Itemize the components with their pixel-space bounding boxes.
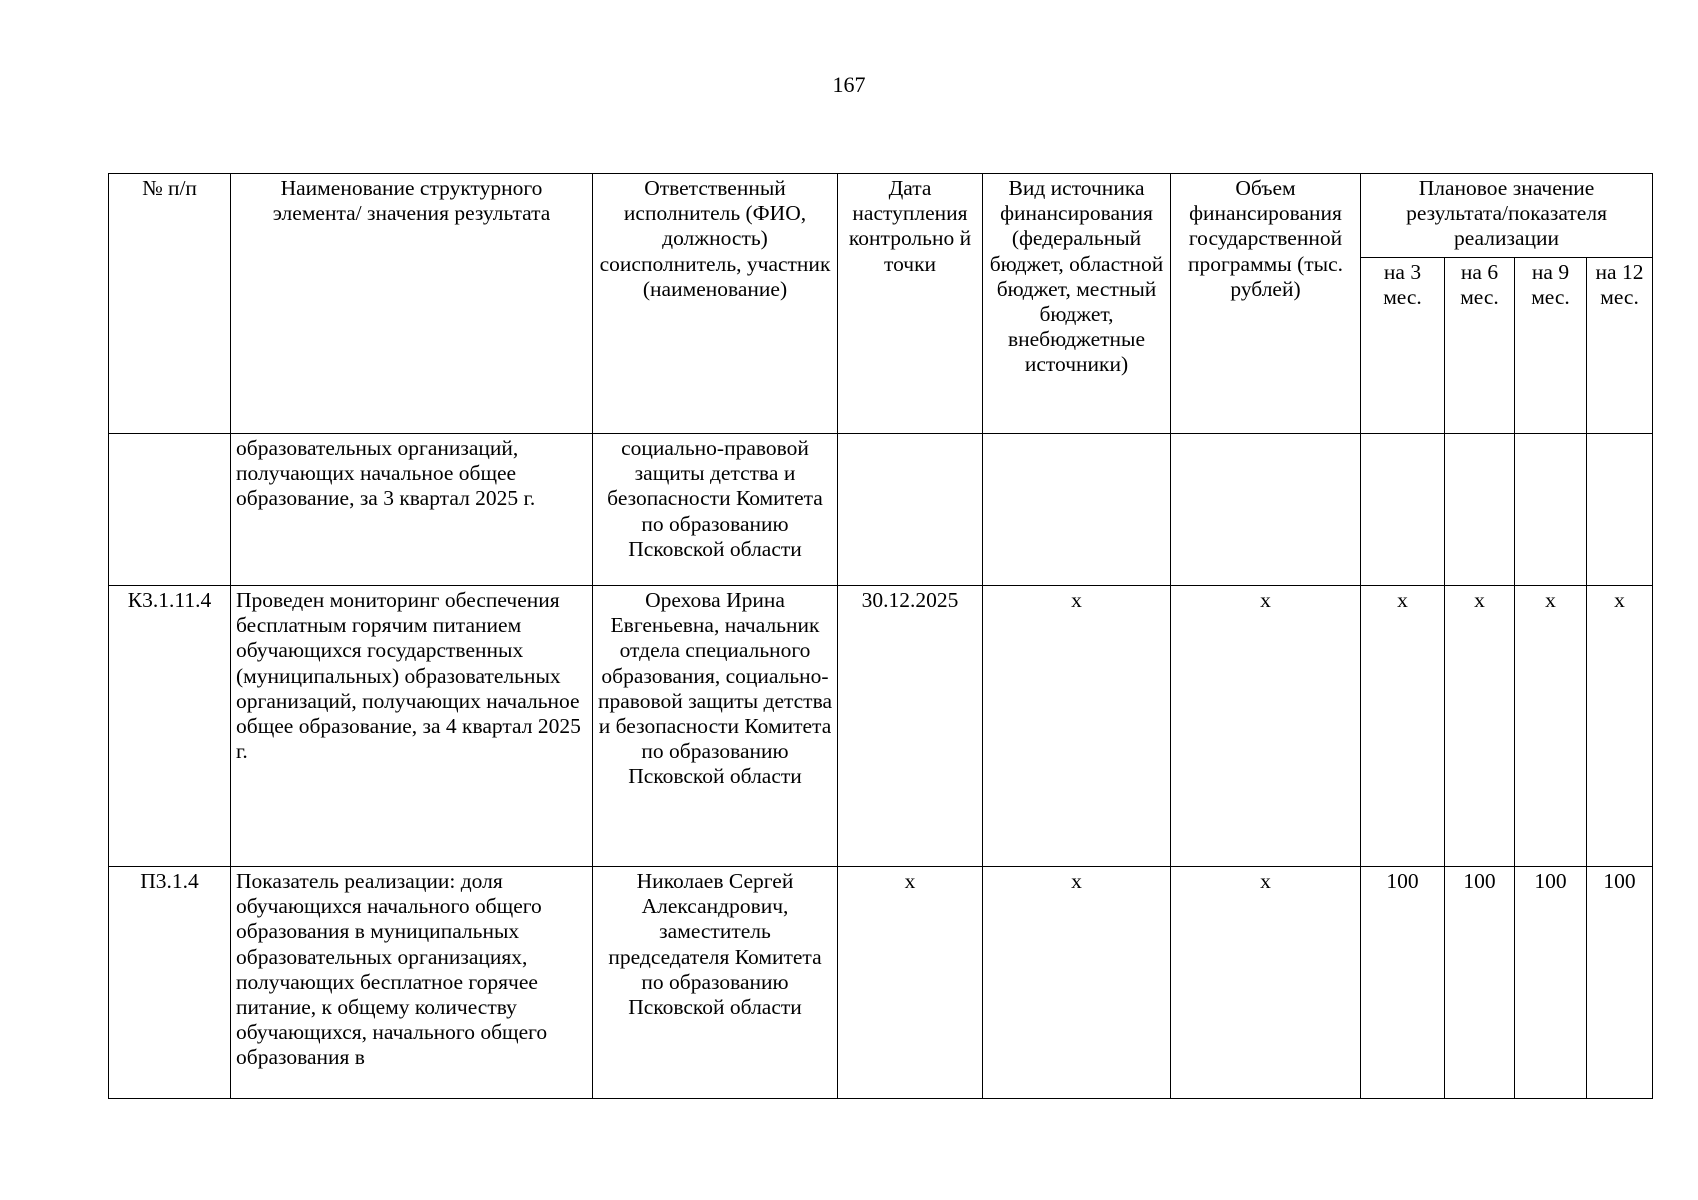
header-funding-source: Вид источника финансирования (федеральный бюджет, областной бюджет, местный бюджет, внебюджетные источники)	[983, 174, 1171, 434]
header-responsible: Ответственный исполнитель (ФИО, должность) соисполнитель, участник (наименование)	[593, 174, 838, 434]
cell-6-months	[1445, 434, 1515, 586]
header-6-months: на 6 мес.	[1445, 258, 1515, 434]
table-row	[109, 434, 1653, 586]
cell-num: П3.1.4	[109, 867, 231, 1099]
cell-3-months: 100	[1361, 867, 1445, 1099]
cell-responsible: Орехова Ирина Евгеньевна, начальник отдела специального образования, социально-правовой защиты детства и безопасности Комитета по образованию Псковской области	[593, 586, 838, 867]
cell-3-months	[1361, 434, 1445, 586]
page-number: 167	[832, 72, 866, 97]
cell-9-months: х	[1515, 586, 1587, 867]
table-row	[109, 586, 1653, 867]
header-name: Наименование структурного элемента/ значения результата	[231, 174, 593, 434]
cell-responsible: Николаев Сергей Александрович, заместитель председателя Комитета по образованию Псковской области	[593, 867, 838, 1099]
cell-name: образовательных организаций, получающих начальное общее образование, за 3 квартал 2025 г.	[231, 434, 593, 586]
cell-funding-source: х	[983, 586, 1171, 867]
header-date: Дата наступления контрольно й точки	[838, 174, 983, 434]
header-12-months: на 12 мес.	[1587, 258, 1653, 434]
cell-funding-volume	[1171, 434, 1361, 586]
cell-12-months	[1587, 434, 1653, 586]
header-3-months: на 3 мес.	[1361, 258, 1445, 434]
cell-funding-source: х	[983, 867, 1171, 1099]
header-row	[109, 174, 1653, 258]
cell-num	[109, 434, 231, 586]
header-num: № п/п	[109, 174, 231, 434]
cell-name: Проведен мониторинг обеспечения бесплатным горячим питанием обучающихся государственных (муниципальных) образовательных организаций, получающих начальное общее образование, за 4 квартал 2025 г.	[231, 586, 593, 867]
header-planned-value: Плановое значение результата/показателя реализации	[1361, 174, 1653, 258]
cell-12-months: 100	[1587, 867, 1653, 1099]
cell-funding-volume: х	[1171, 586, 1361, 867]
cell-3-months: х	[1361, 586, 1445, 867]
table-row	[109, 867, 1653, 1099]
cell-date: х	[838, 867, 983, 1099]
header-9-months: на 9 мес.	[1515, 258, 1587, 434]
cell-date: 30.12.2025	[838, 586, 983, 867]
cell-funding-volume: х	[1171, 867, 1361, 1099]
cell-name: Показатель реализации: доля обучающихся начального общего образования в муниципальных образовательных организациях, получающих бесплатное горячее питание, к общему количеству обучающихся, начального общего образования в	[231, 867, 593, 1099]
cell-funding-source	[983, 434, 1171, 586]
cell-12-months: х	[1587, 586, 1653, 867]
cell-date	[838, 434, 983, 586]
header-funding-volume: Объем финансирования государственной программы (тыс. рублей)	[1171, 174, 1361, 434]
cell-6-months: 100	[1445, 867, 1515, 1099]
cell-9-months	[1515, 434, 1587, 586]
cell-num: К3.1.11.4	[109, 586, 231, 867]
cell-6-months: х	[1445, 586, 1515, 867]
cell-responsible: социально-правовой защиты детства и безопасности Комитета по образованию Псковской области	[593, 434, 838, 586]
cell-9-months: 100	[1515, 867, 1587, 1099]
program-plan-table	[108, 173, 1653, 1099]
